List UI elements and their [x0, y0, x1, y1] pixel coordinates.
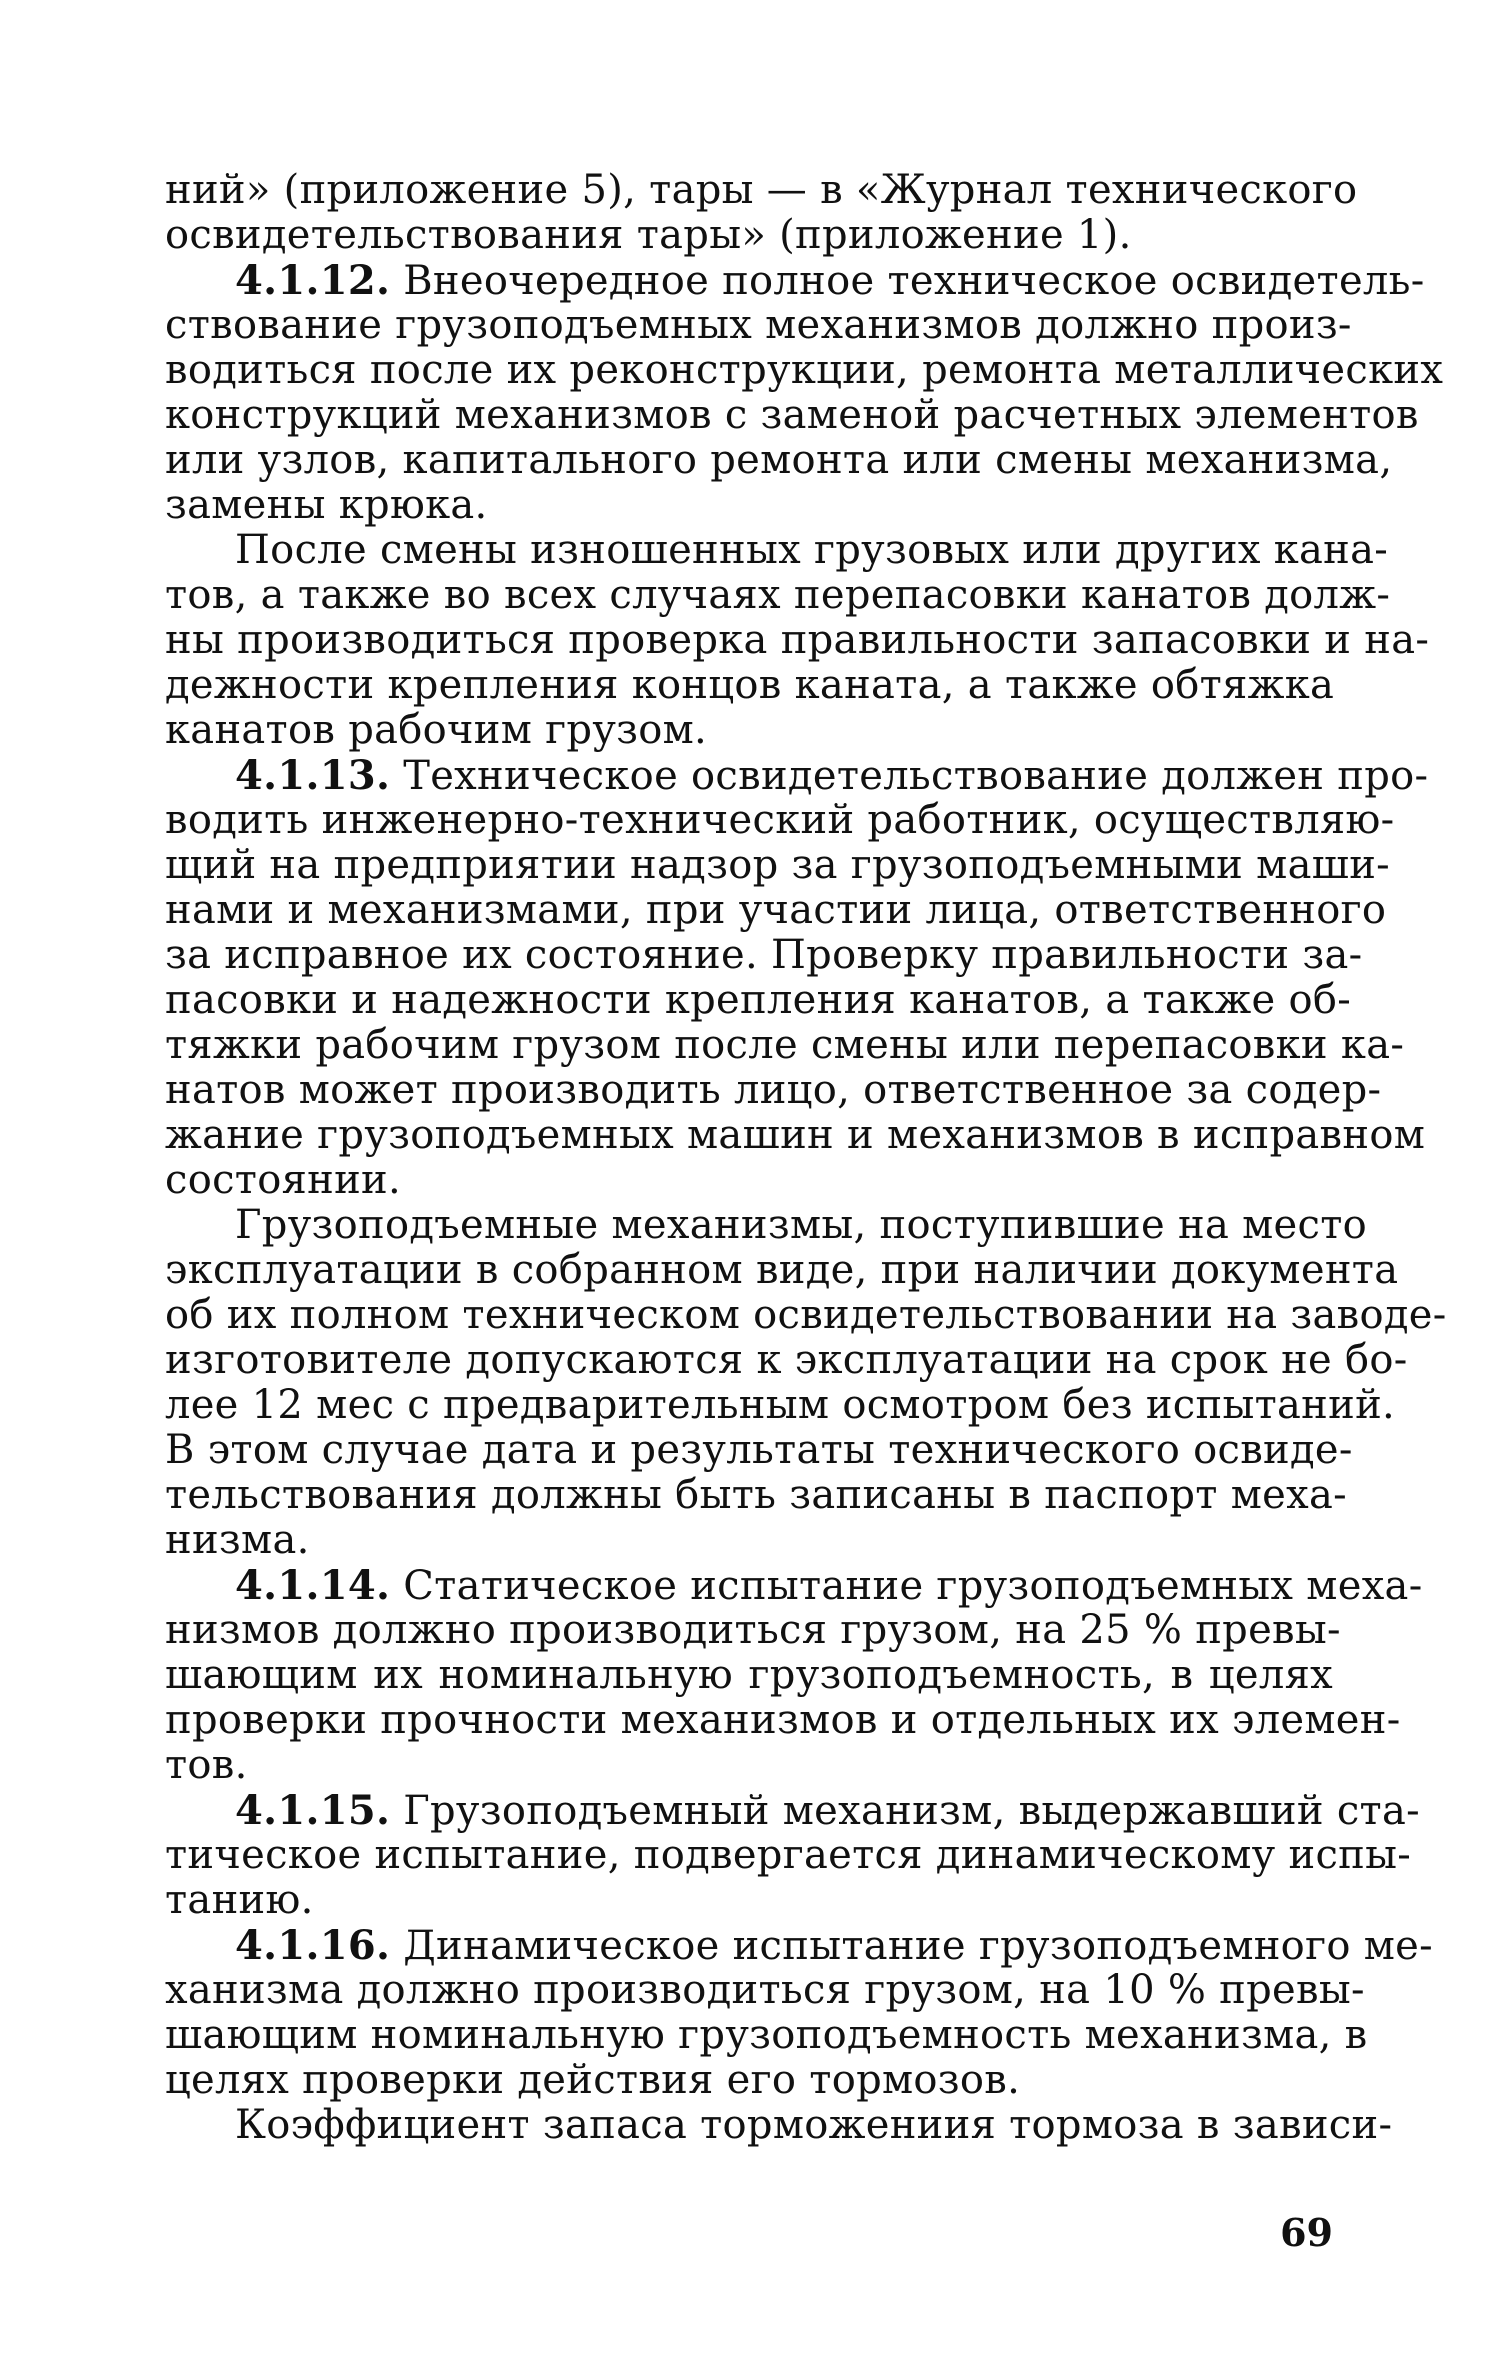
text-line: тов, а также во всех случаях перепасовки канатов долж-: [165, 572, 1391, 618]
text-line: дежности крепления концов каната, а также обтяжка: [165, 662, 1335, 708]
text-line: проверки прочности механизмов и отдельных их элемен-: [165, 1697, 1401, 1743]
text-line: ний» (приложение 5), тары — в «Журнал технического: [165, 167, 1358, 213]
text-line: тов.: [165, 1742, 248, 1788]
section-number: 4.1.13.: [235, 752, 391, 799]
text-line: тическое испытание, подвергается динамическому испы-: [165, 1832, 1412, 1878]
text-line: В этом случае дата и результаты технического освиде-: [165, 1427, 1353, 1473]
text-line: ны производиться проверка правильности запасовки и на-: [165, 617, 1430, 663]
text-line: низма.: [165, 1517, 310, 1563]
page-number: 69: [1280, 2210, 1333, 2255]
text-line: [165, 1562, 1423, 1609]
text-span: Внеочередное полное техническое освидетель-: [403, 258, 1425, 304]
text-line: лее 12 мес с предварительным осмотром без испытаний.: [165, 1382, 1396, 1428]
text-line: [165, 257, 1425, 304]
text-span: Статическое испытание грузоподъемных меха-: [403, 1563, 1423, 1609]
text-line: ствование грузоподъемных механизмов должно произ-: [165, 302, 1352, 348]
text-line: эксплуатации в собранном виде, при наличии документа: [165, 1247, 1399, 1293]
paragraph: [165, 1202, 1447, 1563]
paragraph-4-1-13: [165, 752, 1429, 1203]
text-line: нами и механизмами, при участии лица, ответственного: [165, 887, 1387, 933]
text-line: водить инженерно-технический работник, осуществляю-: [165, 797, 1395, 843]
text-line: конструкций механизмов с заменой расчетных элементов: [165, 392, 1419, 438]
text-line: низмов должно производиться грузом, на 25 % превы-: [165, 1607, 1341, 1653]
text-line: целях проверки действия его тормозов.: [165, 2057, 1021, 2103]
text-line: щий на предприятии надзор за грузоподъемными маши-: [165, 842, 1390, 888]
text-line: тельствования должны быть записаны в паспорт меха-: [165, 1472, 1347, 1518]
text-line: или узлов, капитального ремонта или смены механизма,: [165, 437, 1393, 483]
text-span: Техническое освидетельствование должен про-: [403, 753, 1429, 799]
text-span: Грузоподъемный механизм, выдержавший ста-: [403, 1788, 1420, 1834]
text-line: освидетельствования тары» (приложение 1).: [165, 212, 1132, 258]
section-number: 4.1.14.: [235, 1562, 391, 1609]
text-line: об их полном техническом освидетельствовании на заводе-: [165, 1292, 1447, 1338]
text-line: [165, 1787, 1420, 1834]
text-line: Коэффициент запаса торможениия тормоза в зависи-: [235, 2102, 1393, 2148]
section-number: 4.1.12.: [235, 257, 391, 304]
paragraph-4-1-15: [165, 1787, 1420, 1923]
text-line: [165, 1922, 1433, 1969]
text-line: состоянии.: [165, 1157, 402, 1203]
text-line: После смены изношенных грузовых или других кана-: [235, 527, 1389, 573]
paragraph-4-1-16: [165, 1922, 1433, 2103]
text-line: натов может производить лицо, ответственное за содер-: [165, 1067, 1382, 1113]
section-number: 4.1.15.: [235, 1787, 391, 1834]
paragraph-4-1-12: [165, 257, 1444, 528]
text-line: тяжки рабочим грузом после смены или перепасовки ка-: [165, 1022, 1405, 1068]
text-line: ханизма должно производиться грузом, на 10 % превы-: [165, 1967, 1365, 2013]
text-line: шающим номинальную грузоподъемность механизма, в: [165, 2012, 1368, 2058]
paragraph-4-1-14: [165, 1562, 1423, 1788]
text-line: пасовки и надежности крепления канатов, а также об-: [165, 977, 1352, 1023]
paragraph: [165, 2102, 1393, 2148]
paragraph: [165, 167, 1358, 258]
section-number: 4.1.16.: [235, 1922, 391, 1969]
page-body: [165, 167, 1447, 2148]
paragraph: [165, 527, 1430, 753]
text-line: изготовителе допускаются к эксплуатации на срок не бо-: [165, 1337, 1408, 1383]
text-line: танию.: [165, 1877, 314, 1923]
text-line: шающим их номинальную грузоподъемность, в целях: [165, 1652, 1333, 1698]
text-line: водиться после их реконструкции, ремонта металлических: [165, 347, 1444, 393]
text-line: жание грузоподъемных машин и механизмов в исправном: [165, 1112, 1426, 1158]
text-line: замены крюка.: [165, 482, 488, 528]
text-line: Грузоподъемные механизмы, поступившие на место: [235, 1202, 1368, 1248]
text-span: Динамическое испытание грузоподъемного ме-: [403, 1923, 1433, 1969]
text-line: [165, 752, 1429, 799]
text-line: за исправное их состояние. Проверку правильности за-: [165, 932, 1363, 978]
text-line: канатов рабочим грузом.: [165, 707, 708, 753]
